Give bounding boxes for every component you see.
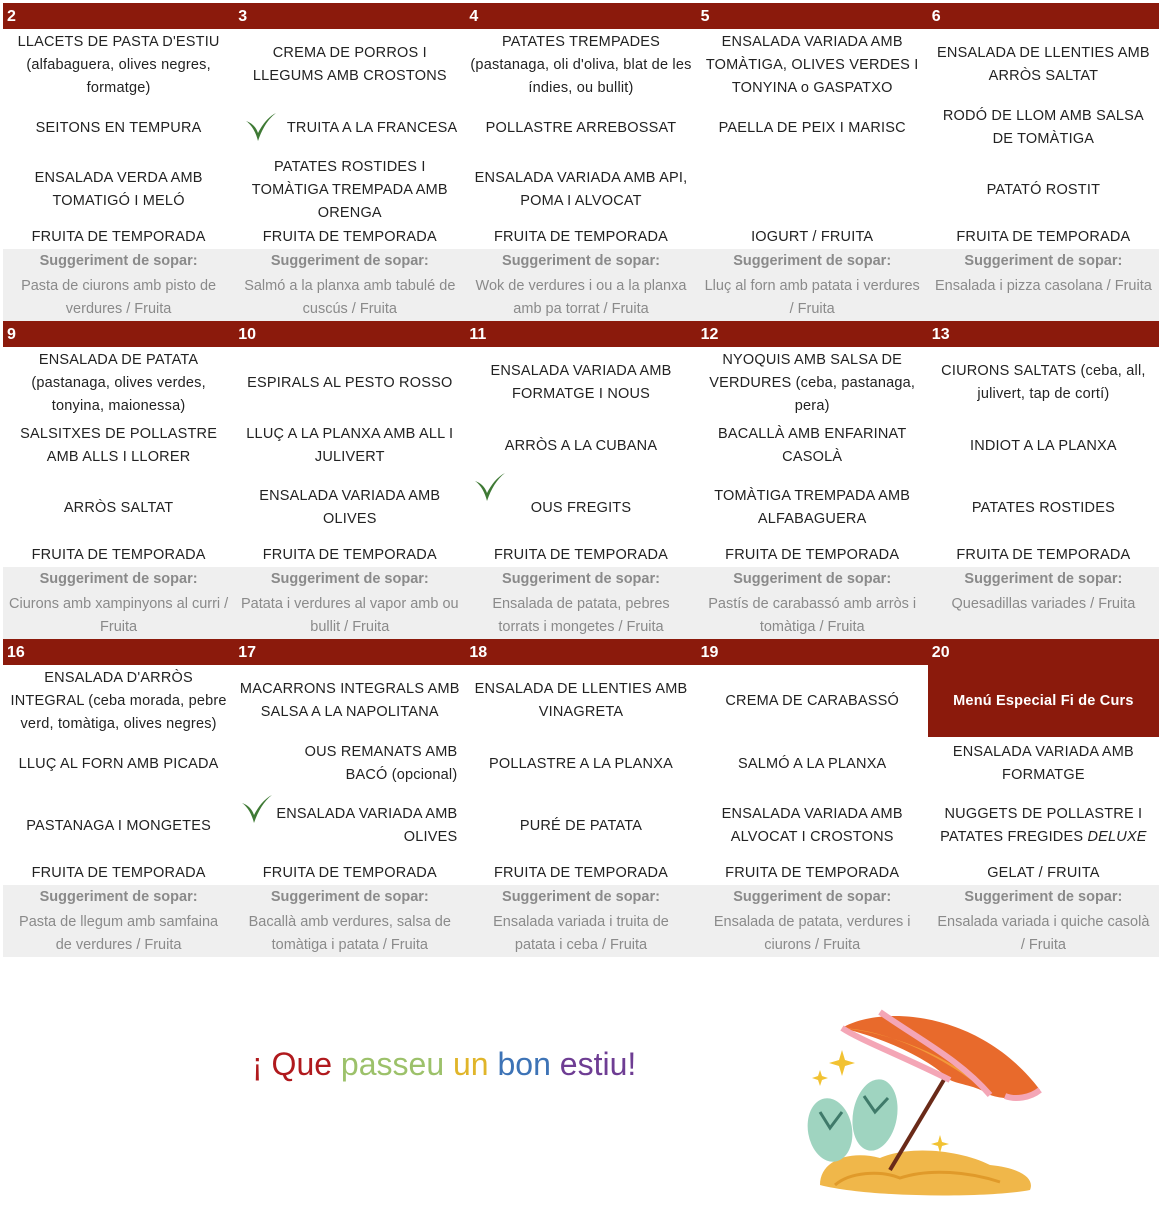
dessert: FRUITA DE TEMPORADA bbox=[31, 864, 206, 881]
suggestion-text: Wok de verdures i ou a la planxa amb pa torrat / Fruita bbox=[475, 278, 687, 317]
suggestion-label: Suggeriment de sopar: bbox=[270, 889, 429, 905]
suggestion-label: Suggeriment de sopar: bbox=[733, 571, 892, 587]
dish-second: SALSITXES DE POLLASTRE AMB ALLS I LLORER bbox=[20, 426, 218, 465]
dish-first: ENSALADA DE LLENTIES AMB ARRÒS SALTAT bbox=[937, 45, 1150, 84]
suggestion-text: Salmó a la planxa amb tabulé de cuscús / Fruita bbox=[244, 278, 456, 317]
dish-second: SEITONS EN TEMPURA bbox=[35, 119, 202, 136]
dish-side bbox=[697, 155, 928, 225]
dessert: IOGURT / FRUITA bbox=[751, 228, 874, 245]
day-number: 11 bbox=[465, 321, 696, 347]
suggestion-label: Suggeriment de sopar: bbox=[502, 253, 660, 269]
dinner-suggestion bbox=[465, 885, 696, 957]
dinner-suggestion bbox=[3, 885, 234, 957]
dish-first: PATATES TREMPADES (pastanaga, oli d'oliva, blat de les índies, ou bullit) bbox=[470, 33, 692, 96]
day-cell bbox=[3, 639, 234, 957]
suggestion-text: Bacallà amb verdures, salsa de tomàtiga i patata / Fruita bbox=[248, 914, 451, 953]
suggestion-label: Suggeriment de sopar: bbox=[502, 889, 660, 905]
dish-side: PATATES ROSTIDES I TOMÀTIGA TREMPADA AMB ORENGA bbox=[251, 158, 448, 221]
suggestion-text: Patata i verdures al vapor amb ou bullit / Fruita bbox=[240, 596, 459, 635]
beach-umbrella-illustration bbox=[790, 1000, 1060, 1200]
veg-leaf-icon bbox=[238, 793, 274, 825]
dish-first: CREMA DE CARABASSÓ bbox=[725, 692, 899, 709]
dish-side: ENSALADA VARIADA AMB OLIVES bbox=[276, 806, 458, 845]
dessert: FRUITA DE TEMPORADA bbox=[262, 546, 437, 563]
veg-leaf-icon bbox=[471, 471, 507, 503]
menu-calendar bbox=[3, 3, 1159, 957]
dish-second: ARRÒS A LA CUBANA bbox=[504, 437, 658, 454]
dinner-suggestion bbox=[697, 249, 928, 321]
day-cell bbox=[697, 3, 928, 321]
day-number: 2 bbox=[3, 3, 234, 29]
dish-second: ENSALADA VARIADA AMB FORMATGE bbox=[952, 744, 1134, 783]
dinner-suggestion bbox=[697, 885, 928, 957]
day-cell bbox=[234, 321, 465, 639]
dinner-suggestion bbox=[928, 249, 1159, 321]
day-number: 10 bbox=[234, 321, 465, 347]
dish-side: OUS FREGITS bbox=[530, 499, 632, 516]
day-cell bbox=[3, 321, 234, 639]
dish-second: OUS REMANATS AMB BACÓ (opcional) bbox=[304, 744, 458, 783]
day-number: 9 bbox=[3, 321, 234, 347]
dish-second: LLUÇ AL FORN AMB PICADA bbox=[18, 755, 219, 772]
day-cell bbox=[928, 639, 1159, 957]
day-number: 3 bbox=[234, 3, 465, 29]
dish-second: BACALLÀ AMB ENFARINAT CASOLÀ bbox=[717, 426, 907, 465]
dessert: GELAT / FRUITA bbox=[987, 864, 1100, 881]
dessert: FRUITA DE TEMPORADA bbox=[493, 546, 669, 563]
dish-first: LLACETS DE PASTA D'ESTIU (alfabaguera, olives negres, formatge) bbox=[17, 33, 220, 96]
dish-side bbox=[928, 791, 1159, 861]
dessert: FRUITA DE TEMPORADA bbox=[31, 546, 206, 563]
dish-side: ARRÒS SALTAT bbox=[63, 499, 174, 516]
greeting-part: bon bbox=[497, 1046, 551, 1082]
dessert: FRUITA DE TEMPORADA bbox=[493, 864, 669, 881]
dessert: FRUITA DE TEMPORADA bbox=[262, 864, 437, 881]
dish-side: PURÉ DE PATATA bbox=[519, 817, 643, 834]
dish-first: CREMA DE PORROS I LLEGUMS AMB CROSTONS bbox=[252, 45, 447, 84]
dinner-suggestion bbox=[3, 567, 234, 639]
suggestion-label: Suggeriment de sopar: bbox=[733, 889, 892, 905]
week-1 bbox=[3, 3, 1159, 321]
day-number: 20 bbox=[928, 639, 1159, 665]
dinner-suggestion bbox=[3, 249, 234, 321]
dessert: FRUITA DE TEMPORADA bbox=[956, 228, 1131, 245]
week-2 bbox=[3, 321, 1159, 639]
suggestion-label: Suggeriment de sopar: bbox=[39, 253, 198, 269]
day-number: 12 bbox=[697, 321, 928, 347]
dish-second: LLUÇ A LA PLANXA AMB ALL I JULIVERT bbox=[246, 426, 454, 465]
day-cell bbox=[928, 3, 1159, 321]
dinner-suggestion bbox=[697, 567, 928, 639]
dish-side: PATATÓ ROSTIT bbox=[986, 181, 1101, 198]
day-cell bbox=[234, 3, 465, 321]
greeting-part: un bbox=[453, 1046, 489, 1082]
summer-greeting bbox=[252, 1046, 636, 1083]
dish-side-text bbox=[932, 803, 1155, 849]
dessert: FRUITA DE TEMPORADA bbox=[725, 864, 900, 881]
suggestion-label: Suggeriment de sopar: bbox=[270, 253, 429, 269]
dish-side-italic: DELUXE bbox=[1087, 829, 1147, 845]
veg-leaf-icon bbox=[242, 111, 278, 143]
suggestion-label: Suggeriment de sopar: bbox=[270, 571, 429, 587]
day-number: 16 bbox=[3, 639, 234, 665]
dish-first: ENSALADA DE LLENTIES AMB VINAGRETA bbox=[474, 681, 688, 720]
dinner-suggestion bbox=[928, 567, 1159, 639]
dinner-suggestion bbox=[234, 885, 465, 957]
dinner-suggestion bbox=[234, 567, 465, 639]
greeting-part: ¡ Que bbox=[252, 1046, 333, 1082]
day-cell bbox=[3, 3, 234, 321]
suggestion-text: Pasta de ciurons amb pisto de verdures / Fruita bbox=[21, 278, 217, 317]
dish-first: NYOQUIS AMB SALSA DE VERDURES (ceba, pastanaga, pera) bbox=[709, 351, 916, 414]
greeting-part: passeu bbox=[340, 1046, 445, 1082]
dish-side-main: NUGGETS DE POLLASTRE I PATATES FREGIDES bbox=[940, 806, 1143, 845]
suggestion-text: Ensalada variada i quiche casolà / Fruita bbox=[937, 914, 1150, 953]
dish-second: TRUITA A LA FRANCESA bbox=[286, 119, 458, 136]
day-cell bbox=[697, 639, 928, 957]
dish-first: ENSALADA VARIADA AMB TOMÀTIGA, OLIVES VERDES I TONYINA o GASPATXO bbox=[705, 33, 919, 96]
dish-side: ENSALADA VARIADA AMB API, POMA I ALVOCAT bbox=[474, 170, 688, 209]
day-cell bbox=[234, 639, 465, 957]
day-cell bbox=[465, 3, 696, 321]
suggestion-label: Suggeriment de sopar: bbox=[39, 571, 198, 587]
suggestion-text: Pasta de llegum amb samfaina de verdures / Fruita bbox=[19, 914, 219, 953]
suggestion-label: Suggeriment de sopar: bbox=[502, 571, 660, 587]
dinner-suggestion bbox=[465, 249, 696, 321]
day-number: 6 bbox=[928, 3, 1159, 29]
day-cell bbox=[928, 321, 1159, 639]
dessert: FRUITA DE TEMPORADA bbox=[956, 546, 1131, 563]
dish-side: ENSALADA VERDA AMB TOMATIGÓ I MELÓ bbox=[34, 170, 203, 209]
suggestion-label: Suggeriment de sopar: bbox=[964, 571, 1123, 587]
dish-side: ENSALADA VARIADA AMB OLIVES bbox=[259, 488, 441, 527]
dinner-suggestion bbox=[928, 885, 1159, 957]
suggestion-label: Suggeriment de sopar: bbox=[964, 253, 1123, 269]
dessert: FRUITA DE TEMPORADA bbox=[725, 546, 900, 563]
dish-second: INDIOT A LA PLANXA bbox=[969, 437, 1117, 454]
suggestion-text: Ensalada de patata, verdures i ciurons / Fruita bbox=[713, 914, 911, 953]
dish-first: CIURONS SALTATS (ceba, all, julivert, tap de cortí) bbox=[941, 363, 1146, 402]
suggestion-text: Quesadillas variades / Fruita bbox=[951, 596, 1136, 612]
dish-first: ENSALADA VARIADA AMB FORMATGE I NOUS bbox=[490, 363, 672, 402]
day-number: 17 bbox=[234, 639, 465, 665]
dish-first: ENSALADA DE PATATA (pastanaga, olives verdes, tonyina, maionessa) bbox=[31, 351, 206, 414]
suggestion-text: Lluç al forn amb patata i verdures / Fruita bbox=[704, 278, 920, 317]
dish-side: PATATES ROSTIDES bbox=[971, 499, 1115, 516]
day-number: 13 bbox=[928, 321, 1159, 347]
dessert: FRUITA DE TEMPORADA bbox=[493, 228, 669, 245]
day-number: 19 bbox=[697, 639, 928, 665]
suggestion-label: Suggeriment de sopar: bbox=[39, 889, 198, 905]
suggestion-label: Suggeriment de sopar: bbox=[733, 253, 892, 269]
dish-side: ENSALADA VARIADA AMB ALVOCAT I CROSTONS bbox=[721, 806, 903, 845]
dish-second: RODÓ DE LLOM AMB SALSA DE TOMÀTIGA bbox=[942, 108, 1144, 147]
dessert: FRUITA DE TEMPORADA bbox=[31, 228, 206, 245]
day-cell bbox=[465, 321, 696, 639]
day-number: 18 bbox=[465, 639, 696, 665]
dinner-suggestion bbox=[465, 567, 696, 639]
suggestion-text: Ensalada de patata, pebres torrats i mongetes / Fruita bbox=[492, 596, 670, 635]
day-cell bbox=[465, 639, 696, 957]
dish-second: PAELLA DE PEIX I MARISC bbox=[718, 119, 906, 136]
day-cell bbox=[697, 321, 928, 639]
day-number: 4 bbox=[465, 3, 696, 29]
greeting-part: estiu! bbox=[559, 1046, 637, 1082]
suggestion-text: Ciurons amb xampinyons al curri / Fruita bbox=[9, 596, 229, 635]
dish-first: ENSALADA D'ARRÒS INTEGRAL (ceba morada, pebre verd, tomàtiga, olives negres) bbox=[10, 669, 227, 732]
dish-second: SALMÓ A LA PLANXA bbox=[737, 755, 887, 772]
suggestion-text: Ensalada i pizza casolana / Fruita bbox=[934, 278, 1152, 294]
dinner-suggestion bbox=[234, 249, 465, 321]
dish-second: POLLASTRE A LA PLANXA bbox=[489, 755, 673, 772]
dessert: FRUITA DE TEMPORADA bbox=[262, 228, 437, 245]
suggestion-text: Ensalada variada i truita de patata i ceba / Fruita bbox=[493, 914, 669, 953]
day-number: 5 bbox=[697, 3, 928, 29]
dish-side: PASTANAGA I MONGETES bbox=[26, 817, 211, 834]
special-menu-banner: Menú Especial Fi de Curs bbox=[928, 665, 1159, 737]
dish-first: MACARRONS INTEGRALS AMB SALSA A LA NAPOLITANA bbox=[239, 681, 460, 720]
dish-first: ESPIRALS AL PESTO ROSSO bbox=[247, 374, 453, 391]
dish-side: TOMÀTIGA TREMPADA AMB ALFABAGUERA bbox=[714, 488, 911, 527]
suggestion-text: Pastís de carabassó amb arròs i tomàtiga / Fruita bbox=[708, 596, 917, 635]
dish-second: POLLASTRE ARREBOSSAT bbox=[485, 119, 677, 136]
week-3 bbox=[3, 639, 1159, 957]
suggestion-label: Suggeriment de sopar: bbox=[964, 889, 1123, 905]
